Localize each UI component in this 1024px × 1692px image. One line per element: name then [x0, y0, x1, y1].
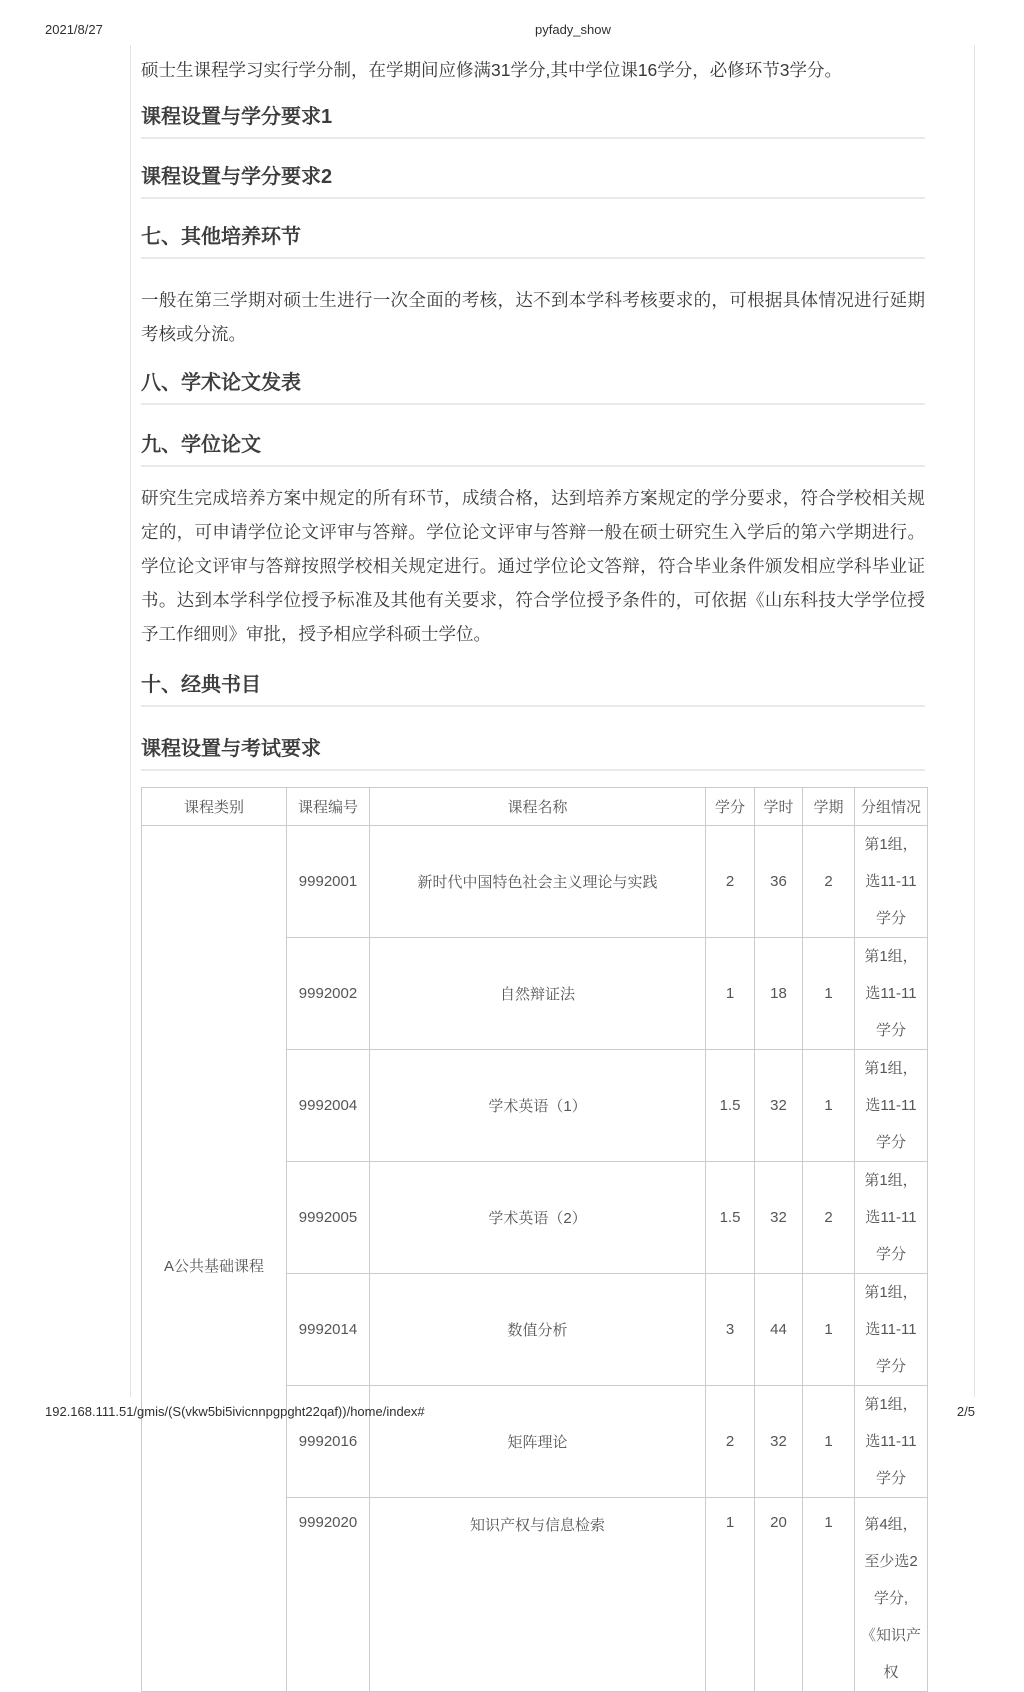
course-hours: 18 — [755, 938, 803, 1050]
course-hours: 36 — [755, 826, 803, 938]
course-group: 第1组，选11-11学分 — [855, 826, 928, 938]
section-heading-course-exam-req: 课程设置与考试要求 — [141, 707, 925, 771]
course-group: 第4组，至少选2学分,《知识产权 — [855, 1498, 928, 1692]
course-semester: 1 — [803, 1386, 855, 1498]
course-group: 第1组，选11-11学分 — [855, 1386, 928, 1498]
course-credit: 1.5 — [706, 1162, 755, 1274]
course-semester: 2 — [803, 826, 855, 938]
course-hours: 32 — [755, 1162, 803, 1274]
course-group: 第1组，选11-11学分 — [855, 1274, 928, 1386]
course-table-header-row — [142, 788, 928, 826]
course-semester: 1 — [803, 1050, 855, 1162]
column-header-code: 课程编号 — [287, 788, 370, 826]
section-heading-credit-req-2: 课程设置与学分要求2 — [141, 139, 925, 199]
course-hours: 32 — [755, 1386, 803, 1498]
course-semester: 1 — [803, 938, 855, 1050]
course-name: 新时代中国特色社会主义理论与实践 — [370, 826, 706, 938]
course-code: 9992001 — [287, 826, 370, 938]
course-table — [141, 787, 928, 1692]
section-heading-credit-req-1: 课程设置与学分要求1 — [141, 85, 925, 139]
course-category-cell: A公共基础课程 — [142, 826, 287, 1692]
course-name: 数值分析 — [370, 1274, 706, 1386]
course-hours: 32 — [755, 1050, 803, 1162]
column-header-category: 课程类别 — [142, 788, 287, 826]
section-heading-classic-books: 十、经典书目 — [141, 651, 925, 707]
column-header-hours: 学时 — [755, 788, 803, 826]
column-header-semester: 学期 — [803, 788, 855, 826]
course-code: 9992002 — [287, 938, 370, 1050]
course-credit: 1 — [706, 1498, 755, 1692]
course-name: 知识产权与信息检索 — [370, 1498, 706, 1692]
course-hours: 44 — [755, 1274, 803, 1386]
course-credit: 1.5 — [706, 1050, 755, 1162]
course-code: 9992004 — [287, 1050, 370, 1162]
course-name: 学术英语（2） — [370, 1162, 706, 1274]
course-code: 9992005 — [287, 1162, 370, 1274]
course-group: 第1组，选11-11学分 — [855, 1162, 928, 1274]
table-row — [142, 826, 928, 938]
course-name: 自然辩证法 — [370, 938, 706, 1050]
column-header-group: 分组情况 — [855, 788, 928, 826]
section-heading-other-training: 七、其他培养环节 — [141, 199, 925, 259]
course-name: 学术英语（1） — [370, 1050, 706, 1162]
paragraph-other-training: 一般在第三学期对硕士生进行一次全面的考核，达不到本学科考核要求的，可根据具体情况进行延期考核或分流。 — [141, 290, 925, 344]
course-code: 9992016 — [287, 1386, 370, 1498]
intro-paragraph: 硕士生课程学习实行学分制，在学期间应修满31学分,其中学位课16学分，必修环节3学分。 — [141, 60, 843, 80]
course-semester: 1 — [803, 1498, 855, 1692]
print-title: pyfady_show — [535, 22, 611, 37]
paragraph-degree-thesis: 研究生完成培养方案中规定的所有环节，成绩合格，达到培养方案规定的学分要求，符合学校相关规定的，可申请学位论文评审与答辩。学位论文评审与答辩一般在硕士研究生入学后的第六学期进行。学位论文评审与答辩按照学校相关规定进行。通过学位论文答辩，符合毕业条件颁发相应学科毕业证书。达到本学科学位授予标准及其他有关要求，符合学位授予条件的，可依据《山东科技大学学位授予工作细则》审批，授予相应学科硕士学位。 — [141, 488, 925, 644]
course-credit: 2 — [706, 1386, 755, 1498]
course-credit: 1 — [706, 938, 755, 1050]
course-group: 第1组，选11-11学分 — [855, 1050, 928, 1162]
print-footer-url: 192.168.111.51/gmis/(S(vkw5bi5ivicnnpgpght22qaf))/home/index# — [45, 1404, 425, 1419]
course-code: 9992020 — [287, 1498, 370, 1692]
course-credit: 2 — [706, 826, 755, 938]
course-credit: 3 — [706, 1274, 755, 1386]
course-code: 9992014 — [287, 1274, 370, 1386]
section-heading-paper-publication: 八、学术论文发表 — [141, 351, 925, 405]
course-semester: 2 — [803, 1162, 855, 1274]
course-semester: 1 — [803, 1274, 855, 1386]
section-heading-degree-thesis: 九、学位论文 — [141, 405, 925, 467]
print-footer-page-number: 2/5 — [956, 1404, 975, 1419]
print-date: 2021/8/27 — [45, 22, 103, 37]
column-header-name: 课程名称 — [370, 788, 706, 826]
course-group: 第1组，选11-11学分 — [855, 938, 928, 1050]
column-header-credit: 学分 — [706, 788, 755, 826]
course-name: 矩阵理论 — [370, 1386, 706, 1498]
course-hours: 20 — [755, 1498, 803, 1692]
